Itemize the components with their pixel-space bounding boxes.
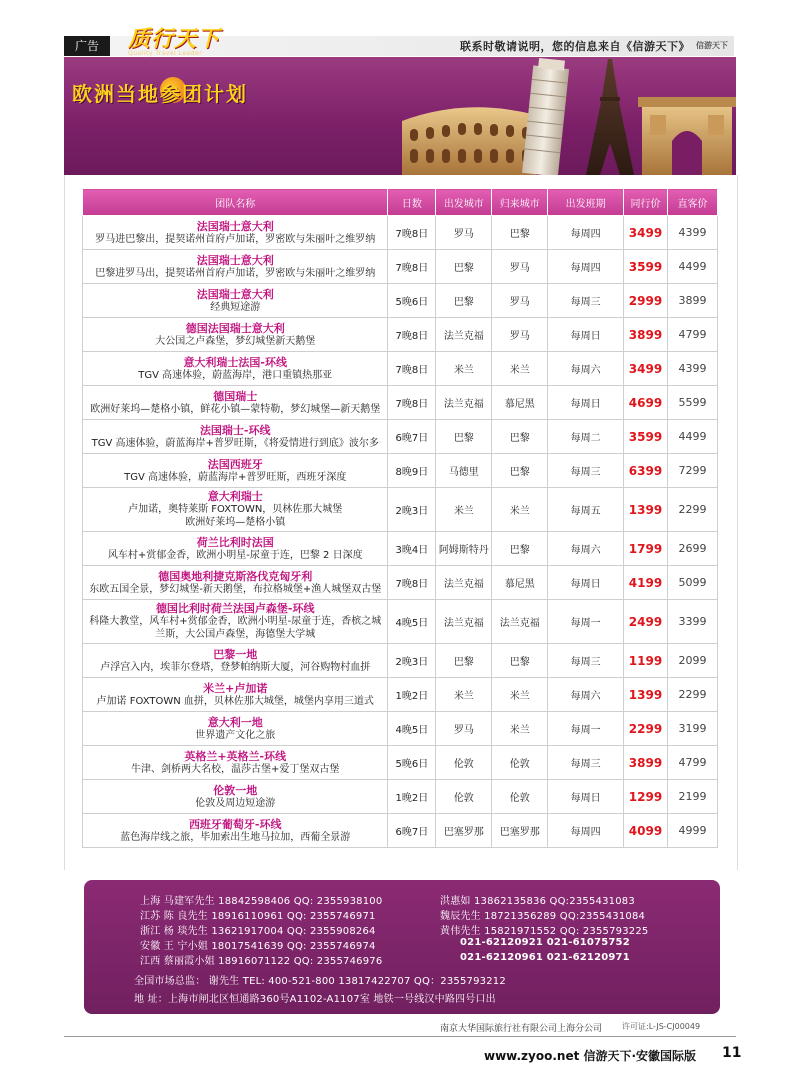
contact-line: 江西 蔡丽霞小姐 18916071122 QQ: 2355746976 [140,956,383,967]
direct-price: 2299 [667,678,717,712]
header-schedule: 出发班期 [548,189,624,216]
route-name: 法国瑞士-环线 [199,423,271,437]
header-depart-city: 出发城市 [436,189,492,216]
direct-price: 2199 [667,780,717,814]
schedule: 每周四 [548,814,624,848]
return-city: 伦敦 [492,746,548,780]
return-city: 慕尼黑 [492,566,548,600]
peer-price: 4099 [624,814,668,848]
banner [64,57,736,175]
schedule: 每周三 [548,284,624,318]
schedule: 每周六 [548,532,624,566]
contact-line: 魏辰先生 18721356289 QQ:2355431084 [440,911,646,922]
schedule: 每周三 [548,746,624,780]
direct-price: 5099 [667,566,717,600]
route-days: 2晚3日 [388,488,436,532]
table-row [83,386,718,420]
landmarks-illustration [396,57,736,175]
table-row [83,712,718,746]
office-phone-line: 021-62120961 021-62120971 [460,952,630,963]
route-name-cell [83,420,388,454]
table-row [83,488,718,532]
peer-price: 6399 [624,454,668,488]
peer-price: 1399 [624,488,668,532]
route-description: 东欧五国全景，梦幻城堡-新天鹅堡，布拉格城堡+渔人城堡双古堡 [89,583,382,595]
route-days: 7晚8日 [388,318,436,352]
direct-price: 4399 [667,216,717,250]
depart-city: 米兰 [436,678,492,712]
route-description: 牛津、剑桥两大名校，温莎古堡+爱丁堡双古堡 [131,763,340,775]
header-direct-price: 直客价 [667,189,717,216]
table-row [83,566,718,600]
depart-city: 巴黎 [436,284,492,318]
route-name: 意大利一地 [207,715,263,729]
route-name: 西班牙葡萄牙-环线 [188,817,282,831]
direct-price: 4799 [667,318,717,352]
schedule: 每周六 [548,678,624,712]
return-city: 米兰 [492,352,548,386]
top-brand-mark: 信游天下 [696,41,728,50]
route-name-cell [83,454,388,488]
return-city: 巴黎 [492,532,548,566]
peer-price: 2499 [624,600,668,644]
route-description: 大公国之卢森堡，梦幻城堡新天鹅堡 [155,335,316,347]
route-name-cell [83,386,388,420]
return-city: 罗马 [492,250,548,284]
route-name-cell [83,532,388,566]
depart-city: 伦敦 [436,746,492,780]
route-days: 7晚8日 [388,386,436,420]
direct-price: 3399 [667,600,717,644]
depart-city: 伦敦 [436,780,492,814]
schedule: 每周二 [548,420,624,454]
route-days: 3晚4日 [388,532,436,566]
table-row [83,216,718,250]
ad-tag: 广告 [64,36,110,56]
peer-price: 3899 [624,746,668,780]
peer-price: 1399 [624,678,668,712]
header-days: 日数 [388,189,436,216]
table-row [83,678,718,712]
route-name: 德国瑞士 [213,389,258,403]
direct-price: 7299 [667,454,717,488]
peer-price: 3599 [624,250,668,284]
pisa-tower-icon [522,57,570,175]
route-days: 7晚8日 [388,250,436,284]
route-table-body [83,216,718,848]
contact-line: 洪惠如 13862135836 QQ:2355431083 [440,896,635,907]
route-name-cell [83,488,388,532]
route-days: 4晚5日 [388,712,436,746]
route-days: 7晚8日 [388,216,436,250]
route-description: 卢加诺，奥特莱斯 FOXTOWN，贝林佐那大城堡 [128,504,343,515]
peer-price: 3899 [624,318,668,352]
schedule: 每周六 [548,352,624,386]
route-description: 欧洲好莱坞—楚格小镇 [185,517,286,528]
route-days: 7晚8日 [388,566,436,600]
table-row [83,780,718,814]
banner-title: 欧洲当地参团计划 [72,82,248,106]
schedule: 每周日 [548,780,624,814]
route-description: 科隆大教堂，风车村+赏郁金香，欧洲小明星-尿童于连，香槟之城 [89,616,382,627]
peer-price: 3499 [624,216,668,250]
route-description: 世界遗产文化之旅 [195,729,276,741]
direct-price: 3199 [667,712,717,746]
schedule: 每周四 [548,250,624,284]
route-name: 法国瑞士意大利 [196,219,274,233]
direct-price: 4499 [667,420,717,454]
route-table [82,188,718,848]
contact-line: 安徽 王 宁小姐 18017541639 QQ: 2355746974 [140,941,376,952]
route-name: 英格兰+英格兰-环线 [184,749,287,763]
direct-price: 4399 [667,352,717,386]
route-name-cell [83,712,388,746]
schedule: 每周日 [548,566,624,600]
depart-city: 法兰克福 [436,318,492,352]
route-name-cell [83,318,388,352]
peer-price: 1199 [624,644,668,678]
peer-price: 3599 [624,420,668,454]
return-city: 巴黎 [492,454,548,488]
return-city: 伦敦 [492,780,548,814]
return-city: 米兰 [492,488,548,532]
schedule: 每周一 [548,600,624,644]
table-row [83,600,718,644]
contact-line: 江苏 陈 良先生 18916110961 QQ: 2355746971 [140,911,376,922]
colosseum-icon [402,107,536,175]
header-route-name: 团队名称 [83,189,388,216]
depart-city: 巴黎 [436,420,492,454]
depart-city: 法兰克福 [436,386,492,420]
peer-price: 4199 [624,566,668,600]
route-name: 德国法国瑞士意大利 [185,321,285,335]
page-number: 11 [722,1045,742,1061]
depart-city: 阿姆斯特丹 [436,532,492,566]
route-days: 1晚2日 [388,780,436,814]
route-name: 法国瑞士意大利 [196,287,274,301]
route-description: TGV 高速体验，蔚蓝海岸，港口重镇热那亚 [138,369,333,381]
schedule: 每周三 [548,454,624,488]
depart-city: 法兰克福 [436,566,492,600]
peer-price: 1799 [624,532,668,566]
route-description: TGV 高速体验，蔚蓝海岸+普罗旺斯，西班牙深度 [124,471,347,483]
route-days: 5晚6日 [388,284,436,318]
market-director-line: 全国市场总监： 谢先生 TEL: 400-521-800 13817422707 QQ：2355793212 [134,976,506,987]
route-name: 意大利瑞士 [207,490,263,503]
contact-line: 上海 马建军先生 18842598406 QQ: 2355938100 [140,896,383,907]
table-row [83,284,718,318]
eiffel-tower-icon [586,59,634,175]
depart-city: 罗马 [436,712,492,746]
direct-price: 2099 [667,644,717,678]
peer-price: 1299 [624,780,668,814]
route-description: 兰斯，大公国卢森堡，海德堡大学城 [155,629,316,640]
route-name-cell [83,780,388,814]
route-description: 卢加诺 FOXTOWN 血拼，贝林佐那大城堡，城堡内享用三道式 [96,695,374,707]
route-name: 荷兰比利时法国 [196,535,274,549]
direct-price: 5599 [667,386,717,420]
depart-city: 米兰 [436,352,492,386]
direct-price: 4999 [667,814,717,848]
depart-city: 巴黎 [436,644,492,678]
depart-city: 米兰 [436,488,492,532]
schedule: 每周日 [548,318,624,352]
return-city: 罗马 [492,284,548,318]
arc-de-triomphe-icon [638,97,736,175]
return-city: 米兰 [492,678,548,712]
return-city: 罗马 [492,318,548,352]
table-row [83,250,718,284]
schedule: 每周三 [548,644,624,678]
contact-line: 黄伟先生 15821971552 QQ: 2355793225 [440,926,649,937]
direct-price: 4499 [667,250,717,284]
route-name-cell [83,216,388,250]
table-row [83,352,718,386]
route-days: 5晚6日 [388,746,436,780]
direct-price: 3899 [667,284,717,318]
route-name: 德国奥地利捷克斯洛伐克匈牙利 [158,569,313,583]
route-name: 意大利瑞士法国-环线 [183,355,288,369]
route-days: 6晚7日 [388,420,436,454]
license-number: 许可证:L-JS-CJ00049 [622,1022,701,1031]
footer-divider [64,1036,736,1037]
footer-site: www.zyoo.net 信游天下·安徽国际版 [484,1049,697,1063]
office-phone-line: 021-62120921 021-61075752 [460,937,630,948]
route-description: 罗马进巴黎出，提契诺州首府卢加诺，罗密欧与朱丽叶之维罗纳 [95,233,376,245]
return-city: 慕尼黑 [492,386,548,420]
depart-city: 巴塞罗那 [436,814,492,848]
route-days: 7晚8日 [388,352,436,386]
route-name-cell [83,352,388,386]
contact-line: 浙江 杨 琰先生 13621917004 QQ: 2355908264 [140,926,376,937]
schedule: 每周一 [548,712,624,746]
return-city: 巴黎 [492,420,548,454]
route-name-cell [83,566,388,600]
table-row [83,454,718,488]
table-row [83,420,718,454]
route-name: 伦敦一地 [213,783,258,797]
table-row [83,814,718,848]
route-name: 法国瑞士意大利 [196,253,274,267]
header-return-city: 归来城市 [492,189,548,216]
route-description: 蓝色海岸线之旅，毕加索出生地马拉加，西葡全景游 [120,831,351,843]
route-description: 伦敦及周边短途游 [195,797,276,809]
return-city: 巴塞罗那 [492,814,548,848]
company-name: 南京大华国际旅行社有限公司上海分公司 [440,1024,603,1034]
depart-city: 法兰克福 [436,600,492,644]
depart-city: 罗马 [436,216,492,250]
route-name-cell [83,644,388,678]
route-days: 8晚9日 [388,454,436,488]
route-days: 6晚7日 [388,814,436,848]
route-name-cell [83,678,388,712]
route-description: 风车村+赏郁金香，欧洲小明星-尿童于连，巴黎 2 日深度 [107,549,363,561]
direct-price: 4799 [667,746,717,780]
table-header-row [83,189,718,216]
route-name-cell [83,814,388,848]
table-row [83,746,718,780]
route-name: 德国比利时荷兰法国卢森堡-环线 [155,602,315,615]
route-name-cell [83,284,388,318]
route-name: 巴黎一地 [213,647,258,661]
schedule: 每周日 [548,386,624,420]
table-row [83,318,718,352]
schedule: 每周五 [548,488,624,532]
route-days: 2晚3日 [388,644,436,678]
peer-price: 4699 [624,386,668,420]
depart-city: 巴黎 [436,250,492,284]
route-description: 巴黎进罗马出，提契诺州首府卢加诺，罗密欧与朱丽叶之维罗纳 [95,267,376,279]
direct-price: 2699 [667,532,717,566]
route-name: 法国西班牙 [207,457,263,471]
route-description: 欧洲好莱坞—楚格小镇，鲜花小镇—蒙特勒，梦幻城堡—新天鹅堡 [90,403,381,415]
route-name-cell [83,746,388,780]
route-description: TGV 高速体验，蔚蓝海岸+普罗旺斯，《将爱情进行到底》波尔多 [91,437,379,449]
return-city: 巴黎 [492,216,548,250]
contact-panel [84,880,720,1014]
depart-city: 马德里 [436,454,492,488]
route-days: 1晚2日 [388,678,436,712]
brand-logo-text: 质行天下 [128,27,221,52]
return-city: 米兰 [492,712,548,746]
address-line: 地 址：上海市闸北区恒通路360号A1102-A1107室 地铁一号线汉中路四号口出 [134,994,496,1005]
route-description: 经典短途游 [210,301,261,313]
route-name-cell [83,600,388,644]
return-city: 法兰克福 [492,600,548,644]
route-description: 卢浮宫入内，埃菲尔登塔，登梦帕纳斯大厦，河谷购物村血拼 [100,661,371,673]
brand-logo-subtitle: Quality Travel Leader [128,50,203,57]
return-city: 巴黎 [492,644,548,678]
route-name: 米兰+卢加诺 [203,681,268,695]
header-peer-price: 同行价 [624,189,668,216]
schedule: 每周四 [548,216,624,250]
table-row [83,532,718,566]
peer-price: 3499 [624,352,668,386]
peer-price: 2299 [624,712,668,746]
top-notice: 联系时敬请说明，您的信息来自《信游天下》 [460,40,690,53]
direct-price: 2299 [667,488,717,532]
route-name-cell [83,250,388,284]
table-row [83,644,718,678]
route-days: 4晚5日 [388,600,436,644]
peer-price: 2999 [624,284,668,318]
